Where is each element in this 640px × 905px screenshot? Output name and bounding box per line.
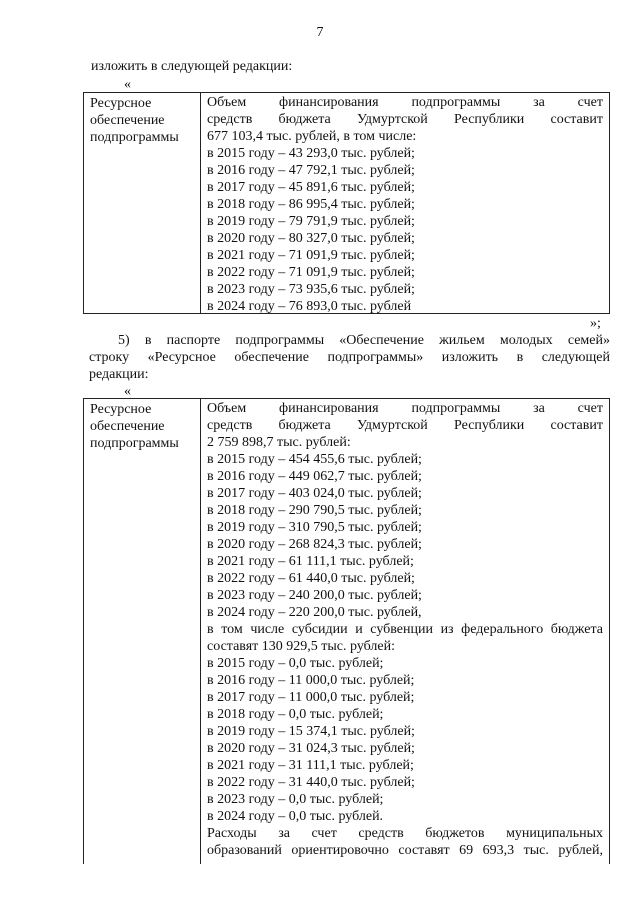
table2-label-line: подпрограммы	[90, 436, 179, 451]
table2-content-line: в 2023 году – 0,0 тыс. рублей;	[207, 792, 384, 807]
open-quote-1: «	[124, 77, 131, 92]
table1-content-line: средств бюджета Удмуртской Республики составит	[207, 112, 603, 127]
table1-label-line: Ресурсное	[90, 96, 152, 111]
table2-content-line: в 2020 году – 268 824,3 тыс. рублей;	[207, 537, 422, 552]
table2-content-line: в 2016 году – 449 062,7 тыс. рублей;	[207, 469, 422, 484]
table2-content-line: в 2022 году – 31 440,0 тыс. рублей;	[207, 775, 415, 790]
table2-content-line: в 2015 году – 0,0 тыс. рублей;	[207, 656, 384, 671]
table2-content-line: в 2016 году – 11 000,0 тыс. рублей;	[207, 673, 415, 688]
close-quote-1: »;	[590, 316, 601, 331]
table2-label-line: обеспечение	[90, 419, 165, 434]
table2-content-line: в 2021 году – 31 111,1 тыс. рублей;	[207, 758, 414, 773]
table2-content-line: в 2018 году – 290 790,5 тыс. рублей;	[207, 503, 422, 518]
para5-line-2: строку «Ресурсное обеспечение подпрограммы» изложить в следующей	[89, 350, 610, 365]
table1-label-line: обеспечение	[90, 113, 165, 128]
resource-table-2	[83, 398, 610, 864]
table2-content-line: в 2019 году – 310 790,5 тыс. рублей;	[207, 520, 422, 535]
table2-label-line: Ресурсное	[90, 402, 152, 417]
intro-text: изложить в следующей редакции:	[91, 59, 293, 74]
resource-table-1	[83, 92, 610, 314]
table1-content-line: в 2024 году – 76 893,0 тыс. рублей	[207, 299, 412, 314]
table2-content-line: Объем финансирования подпрограммы за счет	[207, 401, 603, 416]
table1-label-cell	[84, 93, 201, 313]
para5-line-1: 5) в паспорте подпрограммы «Обеспечение жильем молодых семей»	[118, 333, 610, 348]
table1-content-line: в 2021 году – 71 091,9 тыс. рублей;	[207, 248, 415, 263]
table1-content-line: в 2020 году – 80 327,0 тыс. рублей;	[207, 231, 415, 246]
para5-line-3: редакции:	[89, 367, 149, 382]
table1-content-line: в 2016 году – 47 792,1 тыс. рублей;	[207, 163, 415, 178]
table1-content-line: в 2023 году – 73 935,6 тыс. рублей;	[207, 282, 415, 297]
table2-content-line: образований ориентировочно составят 69 693,3 тыс. рублей,	[207, 843, 603, 858]
table2-content-line: средств бюджета Удмуртской Республики составит	[207, 418, 603, 433]
table2-content-line: в 2020 году – 31 024,3 тыс. рублей;	[207, 741, 415, 756]
table2-content-line: в 2019 году – 15 374,1 тыс. рублей;	[207, 724, 415, 739]
table2-content-line: в 2015 году – 454 455,6 тыс. рублей;	[207, 452, 422, 467]
table1-content-line: в 2019 году – 79 791,9 тыс. рублей;	[207, 214, 415, 229]
table1-content-line: в 2022 году – 71 091,9 тыс. рублей;	[207, 265, 415, 280]
table1-content-line: Объем финансирования подпрограммы за счет	[207, 95, 603, 110]
table2-content-cell	[201, 399, 609, 864]
open-quote-2: «	[124, 384, 131, 399]
table2-label-cell	[84, 399, 201, 864]
table1-content-line: в 2015 году – 43 293,0 тыс. рублей;	[207, 146, 415, 161]
table2-content-line: составят 130 929,5 тыс. рублей:	[207, 639, 395, 654]
table2-content-line: в 2023 году – 240 200,0 тыс. рублей;	[207, 588, 422, 603]
table2-content-line: 2 759 898,7 тыс. рублей:	[207, 435, 351, 450]
page-number: 7	[316, 25, 324, 40]
table2-content-line: в 2017 году – 403 024,0 тыс. рублей;	[207, 486, 422, 501]
table1-content-line: 677 103,4 тыс. рублей, в том числе:	[207, 129, 417, 144]
table1-content-line: в 2018 году – 86 995,4 тыс. рублей;	[207, 197, 415, 212]
table2-content-line: в 2022 году – 61 440,0 тыс. рублей;	[207, 571, 415, 586]
table1-label-line: подпрограммы	[90, 130, 179, 145]
table2-content-line: в 2021 году – 61 111,1 тыс. рублей;	[207, 554, 414, 569]
table2-content-line: в 2024 году – 220 200,0 тыс. рублей,	[207, 605, 422, 620]
table2-content-line: в 2018 году – 0,0 тыс. рублей;	[207, 707, 384, 722]
table2-content-line: в 2017 году – 11 000,0 тыс. рублей;	[207, 690, 415, 705]
table2-content-line: в 2024 году – 0,0 тыс. рублей.	[207, 809, 384, 824]
table2-content-line: Расходы за счет средств бюджетов муниципальных	[207, 826, 603, 841]
table2-content-line: в том числе субсидии и субвенции из федерального бюджета	[207, 622, 603, 637]
table1-content-cell	[201, 93, 609, 313]
table1-content-line: в 2017 году – 45 891,6 тыс. рублей;	[207, 180, 415, 195]
